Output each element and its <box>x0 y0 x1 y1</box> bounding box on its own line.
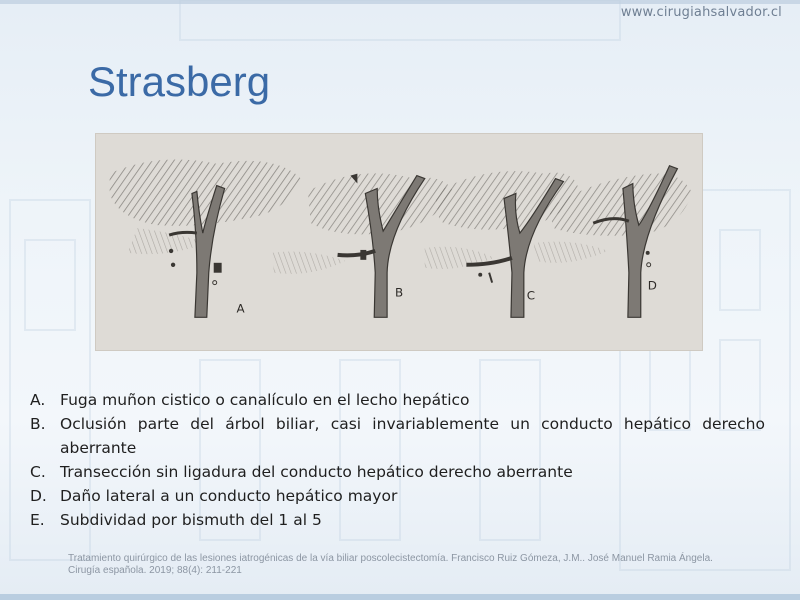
citation-line-1: Tratamiento quirúrgico de las lesiones iatrogénicas de la vía biliar poscolecistectomía. Francisco Ruiz Gómeza, J.M.. José Manuel Ramia Ángela. <box>68 553 713 564</box>
list-item-letter: C. <box>30 463 46 481</box>
panel-label-d: D <box>647 278 657 293</box>
list-item-text: Subdividad por bismuth del 1 al 5 <box>60 511 322 529</box>
strasberg-classification-list <box>30 388 765 532</box>
slide-title: Strasberg <box>88 58 271 105</box>
list-item <box>30 412 765 460</box>
bile-duct-tree-drawings <box>96 134 702 350</box>
list-item-text: Transección sin ligadura del conducto hepático derecho aberrante <box>60 463 573 481</box>
list-item-letter: A. <box>30 391 46 409</box>
list-item <box>30 484 765 508</box>
list-item <box>30 508 765 532</box>
list-item-letter: E. <box>30 511 45 529</box>
panel-label-c: C <box>526 288 536 303</box>
strasberg-illustration <box>95 133 703 351</box>
list-item <box>30 388 765 412</box>
list-item-text: Oclusión parte del árbol biliar, casi invariablemente un conducto hepático derecho aberrante <box>60 415 765 457</box>
list-item-letter: B. <box>30 415 46 433</box>
website-url: www.cirugiahsalvador.cl <box>620 5 782 20</box>
list-item <box>30 460 765 484</box>
panel-a-drawing <box>110 160 301 318</box>
panel-label-b: B <box>395 285 404 300</box>
citation-line-2: Cirugía española. 2019; 88(4): 211-221 <box>68 565 242 576</box>
list-item-text: Daño lateral a un conducto hepático mayor <box>60 487 398 505</box>
panel-b-drawing <box>271 173 454 317</box>
list-item-text: Fuga muñon cistico o canalículo en el lecho hepático <box>60 391 470 409</box>
bottom-border <box>0 594 800 600</box>
panel-label-a: A <box>236 301 245 316</box>
citation <box>68 553 788 577</box>
list-item-letter: D. <box>30 487 47 505</box>
